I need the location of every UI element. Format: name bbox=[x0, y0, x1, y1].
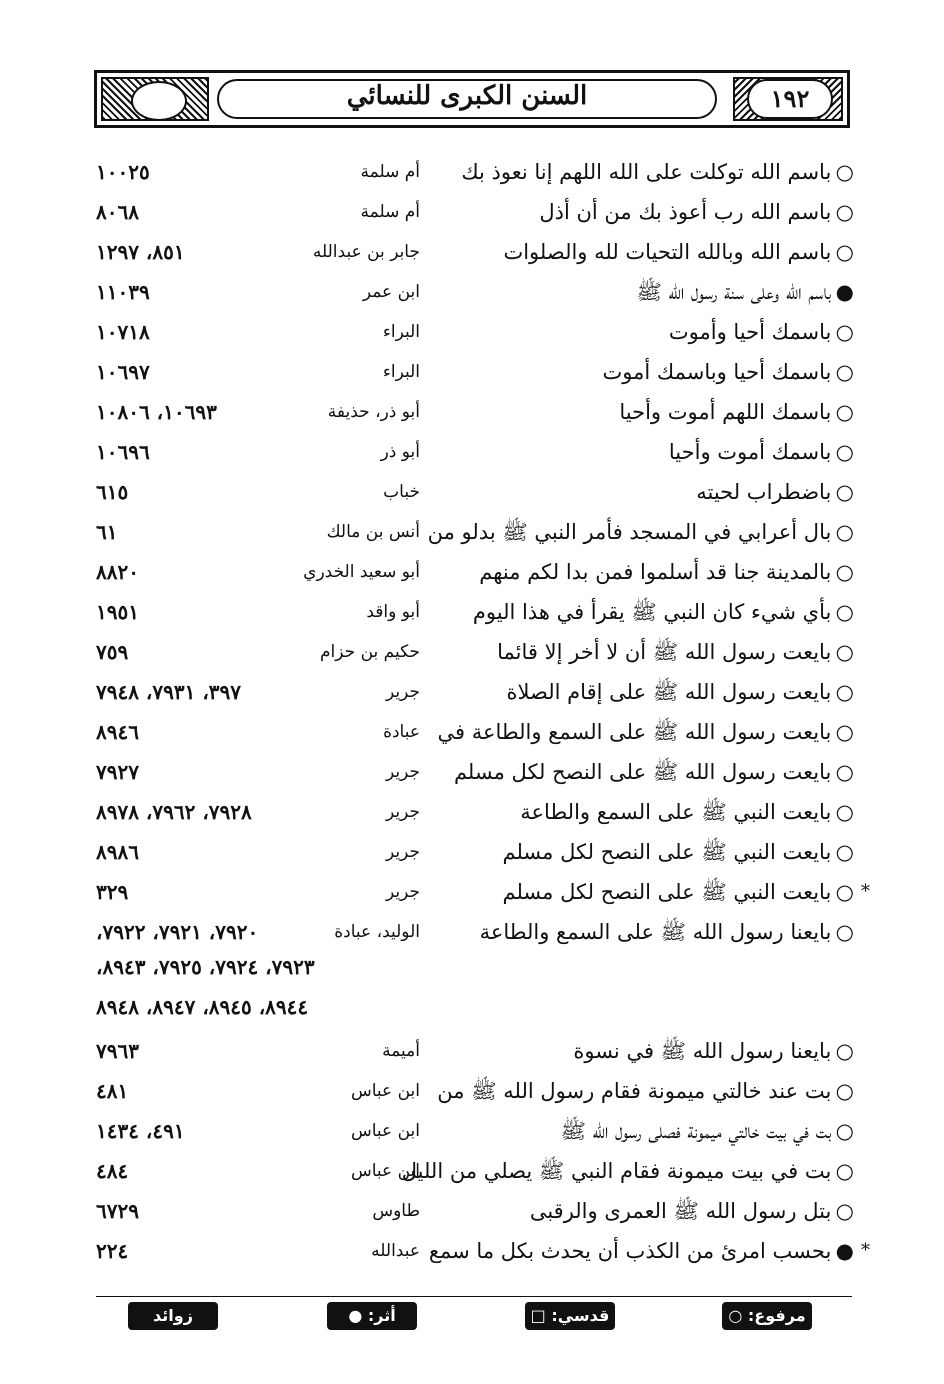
hadith-incipit bbox=[454, 635, 854, 669]
hadith-incipit bbox=[454, 595, 854, 629]
index-row bbox=[0, 1234, 944, 1268]
narrator: جرير bbox=[386, 762, 420, 782]
refs-continuation-line: ٧٩٢٣، ٧٩٢٤، ٧٩٢٥، ٨٩٤٣، bbox=[96, 955, 315, 979]
hadith-incipit bbox=[454, 475, 854, 509]
incipit-text: بايعنا رسول الله ﷺ على السمع والطاعة bbox=[479, 920, 832, 944]
hadith-incipit bbox=[454, 1114, 854, 1148]
index-row bbox=[0, 795, 944, 829]
refs-continuation-line: ٨٩٤٤، ٨٩٤٥، ٨٩٤٧، ٨٩٤٨ bbox=[96, 995, 309, 1019]
index-row bbox=[0, 515, 944, 549]
incipit-text: بت عند خالتي ميمونة فقام رسول الله ﷺ من bbox=[437, 1079, 832, 1103]
narrator: ابن عباس bbox=[350, 1121, 420, 1141]
narrator: الوليد، عبادة bbox=[334, 922, 420, 942]
book-emblem-icon bbox=[101, 77, 209, 121]
index-row bbox=[0, 915, 944, 949]
hadith-incipit bbox=[454, 555, 854, 589]
hadith-refs: ٨٨٢٠ bbox=[96, 560, 139, 584]
hadith-refs: ١٠٦٩٦ bbox=[96, 440, 150, 464]
incipit-text: بحسب امرئ من الكذب أن يحدث بكل ما سمع bbox=[428, 1239, 832, 1263]
type-marker-icon: ○ bbox=[835, 640, 854, 664]
narrator: أبو سعيد الخدري bbox=[303, 562, 420, 582]
hadith-refs: ٦٧٢٩ bbox=[96, 1199, 139, 1223]
narrator: أميمة bbox=[382, 1041, 420, 1061]
incipit-text: بأي شيء كان النبي ﷺ يقرأ في هذا اليوم bbox=[472, 600, 832, 624]
hadith-refs: ٤٨١ bbox=[96, 1079, 129, 1103]
hadith-refs: ٣٢٩ bbox=[96, 880, 129, 904]
type-marker-icon: ○ bbox=[835, 1039, 854, 1063]
index-row bbox=[0, 635, 944, 669]
type-marker-icon: ○ bbox=[835, 440, 854, 464]
narrator: أبو ذر bbox=[380, 442, 420, 462]
index-row bbox=[0, 1074, 944, 1108]
hadith-incipit bbox=[454, 235, 854, 269]
incipit-text: بالمدينة جنا قد أسلموا فمن بدا لكم منهم bbox=[479, 560, 832, 584]
index-row bbox=[0, 195, 944, 229]
type-marker-icon: ○ bbox=[835, 1199, 854, 1223]
incipit-text: باسمك اللهم أموت وأحيا bbox=[619, 400, 832, 424]
hadith-refs: ١٠٠٢٥ bbox=[96, 160, 150, 184]
type-marker-icon: ● bbox=[835, 280, 854, 304]
incipit-text: بايعت النبي ﷺ على السمع والطاعة bbox=[520, 800, 832, 824]
index-row bbox=[0, 595, 944, 629]
index-row bbox=[0, 395, 944, 429]
narrator: ابن عمر bbox=[362, 282, 420, 302]
legend-athar: أثر: ● bbox=[327, 1302, 417, 1330]
index-row bbox=[0, 155, 944, 189]
index-row bbox=[0, 555, 944, 589]
narrator: أبو ذر، حذيفة bbox=[327, 402, 420, 422]
legend-zawaid: زوائد تحفة: ❊ bbox=[128, 1302, 218, 1330]
index-row bbox=[0, 435, 944, 469]
incipit-text: بايعت رسول الله ﷺ على النصح لكل مسلم bbox=[453, 760, 832, 784]
hadith-incipit bbox=[454, 675, 854, 709]
hadith-incipit bbox=[437, 1074, 854, 1108]
hadith-refs: ١٠٦٩٣، ١٠٨٠٦ bbox=[96, 400, 217, 424]
narrator: حكيم بن حزام bbox=[320, 642, 420, 662]
hadith-refs: ٦١ bbox=[96, 520, 118, 544]
incipit-text: باسم الله رب أعوذ بك من أن أذل bbox=[539, 200, 832, 224]
narrator: جرير bbox=[386, 842, 420, 862]
narrator: البراء bbox=[382, 322, 420, 342]
incipit-text: باسمك أحيا وباسمك أموت bbox=[602, 360, 832, 384]
type-marker-icon: ○ bbox=[835, 880, 854, 904]
narrator: ابن عباس bbox=[350, 1161, 420, 1181]
hadith-refs: ٦١٥ bbox=[96, 480, 129, 504]
narrator: عبادة bbox=[383, 722, 420, 742]
index-row bbox=[0, 315, 944, 349]
type-marker-icon: ○ bbox=[835, 400, 854, 424]
hadith-incipit bbox=[454, 395, 854, 429]
incipit-text: باسمك أموت وأحيا bbox=[668, 440, 832, 464]
index-row bbox=[0, 675, 944, 709]
footer-divider bbox=[96, 1296, 852, 1297]
hadith-refs: ٧٩٢٧ bbox=[96, 760, 139, 784]
hadith-incipit bbox=[454, 275, 854, 309]
type-marker-icon: ○ bbox=[835, 760, 854, 784]
narrator: جرير bbox=[386, 882, 420, 902]
hadith-refs: ٤٩١، ١٤٣٤ bbox=[96, 1119, 185, 1143]
type-marker-icon: ○ bbox=[835, 240, 854, 264]
type-marker-icon: ○ bbox=[835, 600, 854, 624]
incipit-text: بال أعرابي في المسجد فأمر النبي ﷺ بدلو من bbox=[427, 520, 832, 544]
hadith-incipit bbox=[427, 515, 854, 549]
narrator: أنس بن مالك bbox=[326, 522, 420, 542]
incipit-text: بتل رسول الله ﷺ العمرى والرقبى bbox=[529, 1199, 832, 1223]
page-number: ١٩٢ bbox=[747, 79, 833, 119]
hadith-incipit bbox=[454, 195, 854, 229]
book-title: السنن الكبرى للنسائي bbox=[346, 81, 588, 111]
hadith-incipit bbox=[454, 875, 854, 909]
incipit-text: بايعنا رسول الله ﷺ في نسوة bbox=[573, 1039, 832, 1063]
hadith-refs: ٨٩٨٦ bbox=[96, 840, 139, 864]
incipit-text: باضطراب لحيته bbox=[696, 480, 832, 504]
hadith-incipit bbox=[454, 795, 854, 829]
hadith-incipit bbox=[401, 1154, 854, 1188]
type-marker-icon: ○ bbox=[835, 320, 854, 344]
hadith-refs: ٧٩٢٠، ٧٩٢١، ٧٩٢٢، bbox=[96, 920, 259, 944]
legend-marfu: مرفوع: ○ bbox=[722, 1302, 812, 1330]
hadith-refs: ٨٠٦٨ bbox=[96, 200, 139, 224]
incipit-text: بت في بيت ميمونة فقام النبي ﷺ يصلي من الليل bbox=[401, 1159, 832, 1183]
narrator: أم سلمة bbox=[360, 202, 420, 222]
type-marker-icon: ○ bbox=[835, 360, 854, 384]
index-row bbox=[0, 875, 944, 909]
index-row bbox=[0, 1154, 944, 1188]
type-marker-icon: ● bbox=[835, 1239, 854, 1263]
hadith-incipit bbox=[454, 1194, 854, 1228]
incipit-text: باسمك أحيا وأموت bbox=[668, 320, 832, 344]
hadith-incipit bbox=[454, 1034, 854, 1068]
index-row bbox=[0, 1114, 944, 1148]
hadith-refs: ١٠٧١٨ bbox=[96, 320, 150, 344]
narrator: طاوس bbox=[372, 1201, 420, 1221]
incipit-text: بايعت رسول الله ﷺ على إقام الصلاة bbox=[506, 680, 832, 704]
hadith-refs: ٨٩٤٦ bbox=[96, 720, 139, 744]
type-marker-icon: ○ bbox=[835, 1159, 854, 1183]
narrator: خباب bbox=[383, 482, 420, 502]
narrator: البراء bbox=[382, 362, 420, 382]
hadith-incipit bbox=[454, 155, 854, 189]
type-marker-icon: ○ bbox=[835, 920, 854, 944]
hadith-refs: ٣٩٧، ٧٩٣١، ٧٩٤٨ bbox=[96, 680, 242, 704]
type-marker-icon: ○ bbox=[835, 1079, 854, 1103]
hadith-refs: ٧٥٩ bbox=[96, 640, 129, 664]
zawaid-star-icon: * bbox=[861, 1240, 870, 1261]
narrator: عبدالله bbox=[371, 1241, 420, 1261]
hadith-refs: ٤٨٤ bbox=[96, 1159, 129, 1183]
hadith-incipit bbox=[454, 315, 854, 349]
incipit-text: بايعت النبي ﷺ على النصح لكل مسلم bbox=[502, 840, 832, 864]
hadith-incipit bbox=[454, 835, 854, 869]
narrator: أم سلمة bbox=[360, 162, 420, 182]
legend-qudsi: قدسي: □ bbox=[525, 1302, 615, 1330]
incipit-text: بايعت رسول الله ﷺ على السمع والطاعة في bbox=[437, 720, 832, 744]
index-row bbox=[0, 1034, 944, 1068]
type-marker-icon: ○ bbox=[835, 720, 854, 744]
narrator: جرير bbox=[386, 682, 420, 702]
index-row bbox=[0, 755, 944, 789]
type-marker-icon: ○ bbox=[835, 200, 854, 224]
incipit-text: باسم الله وبالله التحيات لله والصلوات bbox=[503, 240, 832, 264]
hadith-incipit bbox=[454, 755, 854, 789]
hadith-incipit bbox=[428, 1234, 854, 1268]
narrator: جرير bbox=[386, 802, 420, 822]
type-marker-icon: ○ bbox=[835, 520, 854, 544]
hadith-refs: ٨٥١، ١٢٩٧ bbox=[96, 240, 185, 264]
hadith-incipit bbox=[454, 355, 854, 389]
type-marker-icon: ○ bbox=[835, 680, 854, 704]
type-marker-icon: ○ bbox=[835, 160, 854, 184]
incipit-text: بت في بيت خالتي ميمونة فصلى رسول الله ﷺ bbox=[560, 1119, 832, 1143]
incipit-text: باسم الله وعلى سنة رسول الله ﷺ bbox=[636, 280, 832, 304]
type-marker-icon: ○ bbox=[835, 840, 854, 864]
page-header bbox=[94, 70, 850, 128]
index-row bbox=[0, 475, 944, 509]
narrator: أبو واقد bbox=[366, 602, 420, 622]
hadith-incipit bbox=[454, 435, 854, 469]
incipit-text: بايعت النبي ﷺ على النصح لكل مسلم bbox=[502, 880, 832, 904]
index-row bbox=[0, 355, 944, 389]
incipit-text: باسم الله توكلت على الله اللهم إنا نعوذ بك bbox=[461, 160, 832, 184]
type-marker-icon: ○ bbox=[835, 560, 854, 584]
incipit-text: بايعت رسول الله ﷺ أن لا أخر إلا قائما bbox=[497, 640, 832, 664]
hadith-refs: ١١٠٣٩ bbox=[96, 280, 150, 304]
index-row bbox=[0, 835, 944, 869]
hadith-refs: ١٠٦٩٧ bbox=[96, 360, 150, 384]
hadith-refs: ١٩٥١ bbox=[96, 600, 139, 624]
hadith-incipit bbox=[454, 915, 854, 949]
index-row bbox=[0, 235, 944, 269]
type-marker-icon: ○ bbox=[835, 800, 854, 824]
narrator: جابر بن عبدالله bbox=[312, 242, 420, 262]
narrator: ابن عباس bbox=[350, 1081, 420, 1101]
index-row bbox=[0, 275, 944, 309]
hadith-refs: ٢٢٤ bbox=[96, 1239, 129, 1263]
hadith-refs: ٧٩٦٣ bbox=[96, 1039, 139, 1063]
hadith-incipit bbox=[437, 715, 854, 749]
index-row bbox=[0, 1194, 944, 1228]
type-marker-icon: ○ bbox=[835, 1119, 854, 1143]
zawaid-star-icon: * bbox=[861, 881, 870, 902]
hadith-refs: ٧٩٢٨، ٧٩٦٢، ٨٩٧٨ bbox=[96, 800, 252, 824]
type-marker-icon: ○ bbox=[835, 480, 854, 504]
index-row bbox=[0, 715, 944, 749]
